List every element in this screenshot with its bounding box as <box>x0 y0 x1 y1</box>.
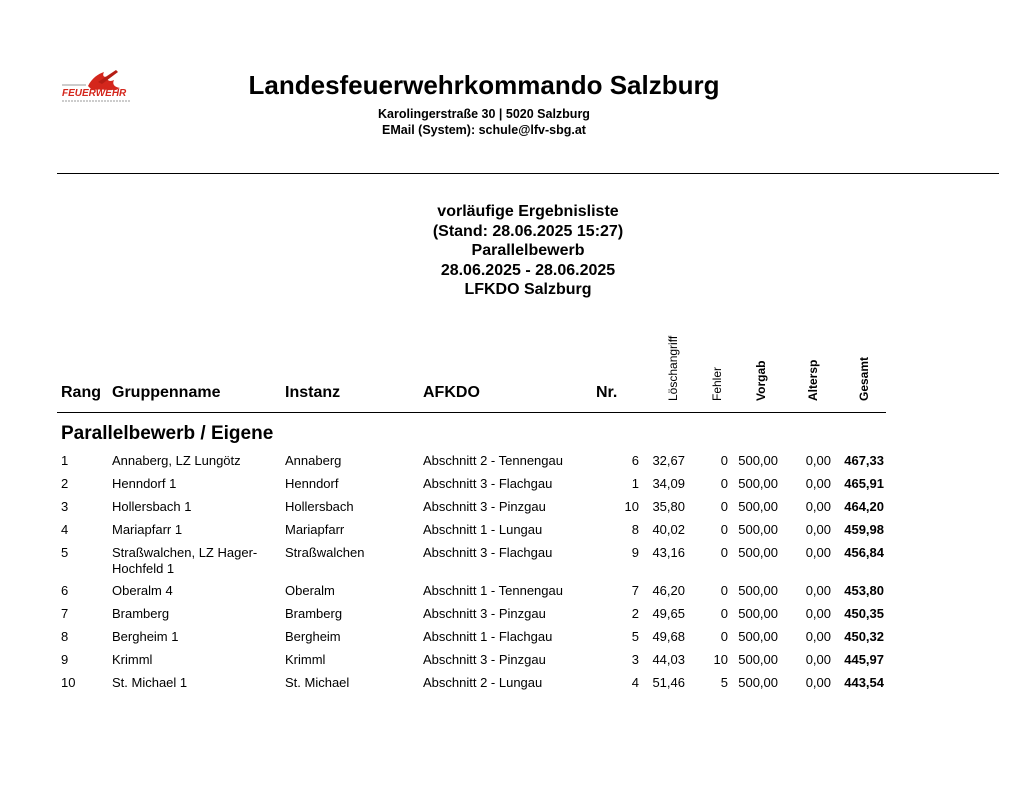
table-header-divider <box>57 412 886 413</box>
cell-afkdo: Abschnitt 2 - Tennengau <box>423 453 563 468</box>
cell-altersp: 0,00 <box>805 522 831 537</box>
column-header-vorgab: Vorgab <box>754 360 768 401</box>
cell-afkdo: Abschnitt 2 - Lungau <box>423 675 543 690</box>
cell-instanz: Bergheim <box>285 629 341 644</box>
cell-altersp: 0,00 <box>805 629 831 644</box>
cell-gesamt: 445,97 <box>844 652 884 667</box>
cell-gruppenname: Annaberg, LZ Lungötz <box>112 453 241 468</box>
column-header-loeschangriff: Löschangriff <box>666 335 680 401</box>
cell-loeschangriff: 49,68 <box>652 629 685 644</box>
report-heading-line: Parallelbewerb <box>471 242 585 260</box>
cell-gruppenname: St. Michael 1 <box>112 675 188 690</box>
cell-nr: 8 <box>631 522 639 537</box>
cell-fehler: 0 <box>720 583 728 598</box>
cell-fehler: 10 <box>713 652 728 667</box>
cell-gesamt: 456,84 <box>844 545 884 560</box>
cell-loeschangriff: 44,03 <box>652 652 685 667</box>
cell-fehler: 0 <box>720 545 728 560</box>
column-header-altersp: Altersp <box>806 359 820 401</box>
cell-gesamt: 450,35 <box>844 606 884 621</box>
header-divider <box>57 173 999 174</box>
cell-nr: 9 <box>631 545 639 560</box>
cell-vorgab: 500,00 <box>738 453 778 468</box>
cell-instanz: Krimml <box>285 652 326 667</box>
cell-rang: 10 <box>61 675 76 690</box>
cell-instanz: Mariapfarr <box>285 522 345 537</box>
cell-gesamt: 465,91 <box>844 476 884 491</box>
cell-rang: 7 <box>61 606 69 621</box>
report-heading-line: vorläufige Ergebnisliste <box>437 203 619 220</box>
cell-rang: 3 <box>61 499 69 514</box>
cell-afkdo: Abschnitt 1 - Tennengau <box>423 583 563 598</box>
cell-vorgab: 500,00 <box>738 583 778 598</box>
cell-vorgab: 500,00 <box>738 629 778 644</box>
report-heading-line: (Stand: 28.06.2025 15:27) <box>432 222 624 240</box>
cell-altersp: 0,00 <box>805 652 831 667</box>
cell-gesamt: 443,54 <box>844 675 884 690</box>
cell-afkdo: Abschnitt 3 - Pinzgau <box>423 499 546 514</box>
cell-nr: 1 <box>631 476 639 491</box>
cell-loeschangriff: 34,09 <box>652 476 685 491</box>
cell-loeschangriff: 43,16 <box>652 545 685 560</box>
cell-loeschangriff: 51,46 <box>652 675 685 690</box>
cell-gruppenname: Krimml <box>112 652 153 667</box>
cell-fehler: 0 <box>720 522 728 537</box>
cell-vorgab: 500,00 <box>738 675 778 690</box>
column-header-gruppenname: Gruppenname <box>112 384 221 401</box>
cell-afkdo: Abschnitt 1 - Flachgau <box>423 629 553 644</box>
cell-gruppenname: Oberalm 4 <box>112 583 173 598</box>
cell-loeschangriff: 46,20 <box>652 583 685 598</box>
cell-rang: 1 <box>61 453 69 468</box>
cell-nr: 5 <box>631 629 639 644</box>
column-header-rang: Rang <box>61 384 101 401</box>
cell-fehler: 0 <box>720 499 728 514</box>
column-header-afkdo: AFKDO <box>423 384 480 401</box>
cell-rang: 5 <box>61 545 69 560</box>
cell-gesamt: 459,98 <box>844 522 884 537</box>
cell-nr: 6 <box>631 453 639 468</box>
section-title: Parallelbewerb / Eigene <box>61 423 274 444</box>
cell-instanz: Straßwalchen <box>285 545 365 560</box>
cell-nr: 7 <box>631 583 639 598</box>
cell-vorgab: 500,00 <box>738 545 778 560</box>
cell-instanz: Hollersbach <box>285 499 354 514</box>
cell-altersp: 0,00 <box>805 476 831 491</box>
cell-gruppenname: Hollersbach 1 <box>112 499 192 514</box>
cell-instanz: Oberalm <box>285 583 335 598</box>
cell-rang: 9 <box>61 652 69 667</box>
cell-fehler: 0 <box>720 453 728 468</box>
cell-fehler: 0 <box>720 606 728 621</box>
cell-fehler: 5 <box>720 675 728 690</box>
report-heading <box>0 202 1024 300</box>
cell-afkdo: Abschnitt 3 - Pinzgau <box>423 606 546 621</box>
cell-loeschangriff: 32,67 <box>652 453 685 468</box>
cell-altersp: 0,00 <box>805 583 831 598</box>
cell-gesamt: 450,32 <box>844 629 884 644</box>
logo-text: FEUERWEHR <box>62 88 127 99</box>
cell-vorgab: 500,00 <box>738 652 778 667</box>
cell-vorgab: 500,00 <box>738 522 778 537</box>
cell-rang: 4 <box>61 522 69 537</box>
cell-altersp: 0,00 <box>805 675 831 690</box>
cell-gruppenname: Bramberg <box>112 606 170 621</box>
cell-nr: 4 <box>631 675 639 690</box>
cell-gruppenname: Straßwalchen, LZ Hager-Hochfeld 1 <box>112 545 258 576</box>
cell-afkdo: Abschnitt 1 - Lungau <box>423 522 543 537</box>
cell-afkdo: Abschnitt 3 - Flachgau <box>423 476 553 491</box>
cell-vorgab: 500,00 <box>738 476 778 491</box>
cell-rang: 8 <box>61 629 69 644</box>
organization-email: EMail (System): schule@lfv-sbg.at <box>382 123 586 137</box>
column-header-nr: Nr. <box>596 384 618 401</box>
organization-address: Karolingerstraße 30 | 5020 Salzburg <box>378 107 590 121</box>
cell-loeschangriff: 49,65 <box>652 606 685 621</box>
column-header-fehler: Fehler <box>710 366 724 401</box>
organization-name: Landesfeuerwehrkommando Salzburg <box>248 70 720 100</box>
cell-gruppenname: Henndorf 1 <box>112 476 177 491</box>
cell-afkdo: Abschnitt 3 - Pinzgau <box>423 652 546 667</box>
cell-vorgab: 500,00 <box>738 499 778 514</box>
cell-altersp: 0,00 <box>805 606 831 621</box>
report-heading-line: 28.06.2025 - 28.06.2025 <box>440 261 616 279</box>
cell-instanz: St. Michael <box>285 675 350 690</box>
cell-gruppenname: Bergheim 1 <box>112 629 179 644</box>
cell-altersp: 0,00 <box>805 545 831 560</box>
cell-gesamt: 467,33 <box>844 453 884 468</box>
cell-instanz: Annaberg <box>285 453 342 468</box>
column-header-gesamt: Gesamt <box>857 356 871 401</box>
cell-rang: 6 <box>61 583 69 598</box>
cell-altersp: 0,00 <box>805 453 831 468</box>
cell-nr: 3 <box>631 652 639 667</box>
cell-gesamt: 464,20 <box>844 499 884 514</box>
cell-vorgab: 500,00 <box>738 606 778 621</box>
cell-gruppenname: Mariapfarr 1 <box>112 522 183 537</box>
cell-nr: 2 <box>631 606 639 621</box>
report-heading-line: LFKDO Salzburg <box>464 281 592 299</box>
cell-loeschangriff: 35,80 <box>652 499 685 514</box>
cell-gesamt: 453,80 <box>844 583 884 598</box>
cell-instanz: Henndorf <box>285 476 339 491</box>
cell-nr: 10 <box>624 499 639 514</box>
cell-instanz: Bramberg <box>285 606 343 621</box>
cell-fehler: 0 <box>720 629 728 644</box>
cell-fehler: 0 <box>720 476 728 491</box>
column-header-instanz: Instanz <box>285 384 341 401</box>
cell-afkdo: Abschnitt 3 - Flachgau <box>423 545 553 560</box>
cell-rang: 2 <box>61 476 69 491</box>
cell-altersp: 0,00 <box>805 499 831 514</box>
cell-loeschangriff: 40,02 <box>652 522 685 537</box>
